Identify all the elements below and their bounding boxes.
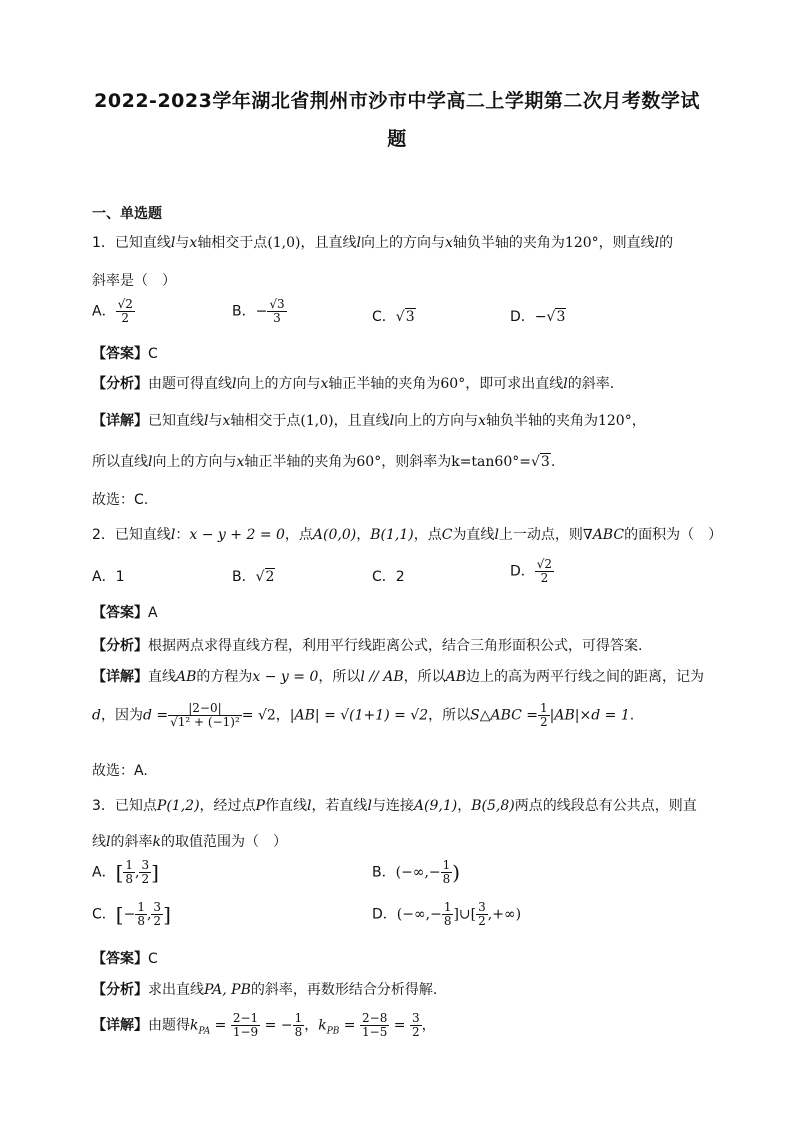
text: ，若直线 [311,798,368,814]
numerator: √3 [269,297,285,311]
fraction [442,901,454,928]
bracket: ] [163,902,171,927]
answer-tag: 【答案】 [92,951,148,967]
text: ，所以 [318,669,361,685]
numerator: 1 [442,858,451,872]
text: 向上的方向与 [361,235,445,251]
var: x [236,454,245,470]
denominator: 8 [294,1025,303,1039]
slope-var: k [190,1017,199,1034]
answer-value: C [148,346,158,362]
fraction [267,298,286,325]
text: ，所以 [428,707,471,724]
segment: AB [176,669,197,685]
sqrt: √2 [255,569,275,585]
var: x [222,413,231,429]
analysis-tag: 【分析】 [92,638,148,654]
denominator: 8 [137,914,145,928]
text: 的取值范围为（ ） [160,834,287,850]
fraction [535,558,554,585]
var: d [92,707,101,724]
var: l [356,235,361,251]
slope-var: k [318,1017,327,1034]
numerator: |2−0| [168,702,242,716]
subscript: PB [326,1026,340,1037]
point-a: A(9,1) [413,798,458,814]
text: 与 [208,413,223,429]
bracket: ] [151,860,159,885]
text: ， [304,1017,319,1034]
comma: , [135,864,140,881]
text: 轴负半轴的夹角为 [485,413,598,429]
segment: AB [445,669,467,685]
vars: PA, PB [204,982,251,998]
answer-value: C [148,951,158,967]
interval-start: (−∞,− [395,864,441,881]
text: ， [631,413,646,429]
half-fraction [538,702,550,729]
point-b: B(5,8) [471,798,515,814]
text: ，且直线 [300,235,357,251]
q3-option-d [372,901,521,928]
numerator: 1 [125,858,134,872]
q1-stem-line2: 斜率是（ ） [92,273,176,289]
radicand: 3 [405,309,415,325]
denominator: 2 [411,1025,420,1039]
q2-detail-line2 [92,702,734,729]
radicand: 1² + (−1)² [177,715,240,729]
q2-option-d [510,558,554,585]
numerator: 1 [540,701,548,715]
text: 作直线 [264,798,307,814]
angle: 120° [564,235,599,251]
q2-analysis [92,635,734,655]
text: ，点 [413,527,442,543]
title-line-1: 2022-2023学年湖北省荆州市沙市中学高二上学期第二次月考数学试 [94,90,700,112]
q1-analysis [92,373,734,393]
numerator: √2 [117,297,133,311]
detail-tag: 【详解】 [92,413,148,429]
q1-stem-line1 [92,232,734,252]
denominator: 2 [540,715,548,729]
q1-conclusion: 故选：C. [92,492,149,508]
text: 由题得 [148,1017,190,1034]
text: ， [275,707,290,724]
fraction [135,901,147,928]
text: 的斜率. [567,376,615,392]
q2-option-a: A．1 [92,569,125,585]
radicand: 3 [540,454,550,470]
text: 上一动点，则 [498,527,583,543]
q3-detail: 【详解】由题得$k_{PA}$ = $\frac{2-1}{1-9}$ = − $\frac{1}{8}$ ，$k_{PB}$ = $\frac{2-8}{1-5}$ = $\frac{3}{2}$ ， [92,1011,436,1039]
minus: − [123,906,136,923]
numerator: 1 [294,1011,303,1025]
analysis-tag: 【分析】 [92,982,148,998]
text: ，则斜率为 [381,454,452,470]
q3-option-c [92,901,171,928]
text: 为直线 [452,527,495,543]
q3-option-b [372,859,460,886]
text: . [629,707,635,724]
var: l [232,376,237,392]
var: l [563,376,568,392]
var: l [494,527,499,543]
fraction [293,1012,305,1039]
fraction [139,859,151,886]
var: x [478,413,486,429]
q2-answer [92,602,734,622]
denominator: 2 [540,571,549,585]
text: ， [421,1017,436,1034]
fraction [476,901,488,928]
radicand: 3 [556,309,566,325]
point: (1,0) [267,235,301,251]
point: (1,0) [300,413,334,429]
comma: , [146,906,152,923]
equation: x − y = 0 [252,669,319,685]
text: 所以直线 [92,454,148,470]
text: 的斜率 [110,834,153,850]
parallel: l // AB [360,669,404,685]
q1-answer [92,343,734,363]
answer-tag: 【答案】 [92,346,148,362]
option-label: D． [510,563,535,580]
text: ，则直线 [598,235,655,251]
point-c: C [441,527,453,543]
var: l [204,413,209,429]
radicand: 2 [265,569,275,585]
denominator: √1² + (−1)² [170,715,240,729]
title-line-2: 题 [387,128,407,150]
text: 轴相交于点 [197,235,268,251]
denominator: 3 [273,311,281,325]
var: l [654,235,660,251]
fraction [151,901,163,928]
section-heading: 一、单选题 [92,206,162,222]
text: ，且直线 [333,413,390,429]
var: x [320,376,329,392]
text: ， [457,798,472,814]
fraction [410,1012,422,1039]
option-label: B． [372,864,396,881]
q1-detail-line1 [92,410,734,430]
union: ]∪[ [453,906,477,923]
text: 1．已知直线 [92,235,171,251]
q3-answer [92,948,734,968]
numerator: 3 [153,900,162,914]
point-b: B(1,1) [370,527,414,543]
var: l [170,527,176,543]
length-ab: |AB| = √(1+1) = √2 [289,707,429,724]
text: 轴正半轴的夹角为 [244,454,357,470]
numerator: 3 [411,1011,420,1025]
option-label: D． [372,906,397,923]
sqrt: √3 [546,309,566,325]
answer-tag: 【答案】 [92,605,148,621]
point-a: A(0,0) [312,527,357,543]
denominator: 1−9 [232,1025,259,1039]
q1-option-a [92,298,135,325]
option-label: D．− [510,309,547,325]
text: 边上的高为两平行线之间的距离，记为 [466,669,705,685]
numerator: √2 [536,557,553,571]
numerator: 1 [137,900,145,914]
text: 的斜率，再数形结合分析得解. [250,982,438,998]
q2-detail-line1 [92,666,734,686]
text: 向上的方向与 [236,376,321,392]
numerator: 1 [443,900,452,914]
text: 与 [175,235,190,251]
text: ，因为 [100,707,143,724]
option-label: B．− [232,303,268,320]
distance-fraction [168,702,242,729]
dist-lhs: d = [142,707,169,724]
text: 与连接 [371,798,414,814]
q1-option-d [510,306,566,326]
interval-start: (−∞,− [396,906,442,923]
var: l [306,798,312,814]
q1-option-c [372,306,416,326]
sqrt: √3 [530,454,550,470]
text: 向上的方向与 [152,454,237,470]
q2-option-c: C．2 [372,569,405,585]
text: 向上的方向与 [394,413,479,429]
numerator: 3 [478,900,486,914]
option-label: C． [92,906,116,923]
text: ， [356,527,371,543]
var: l [170,235,176,251]
analysis-tag: 【分析】 [92,376,148,392]
detail-tag: 【详解】 [92,669,148,685]
q1-detail-line2 [92,451,734,471]
numerator: 3 [141,858,150,872]
option-label: B． [232,569,256,585]
q2-stem [92,524,734,544]
var: l [389,413,395,429]
text: 2．已知直线 [92,527,171,543]
text: 的 [659,235,674,251]
denominator: 8 [442,872,451,886]
var: l [106,834,111,850]
slope-expr: k=tan60°= [451,454,531,470]
answer-value: A [148,605,158,621]
denominator: 2 [153,914,162,928]
result: = √2 [241,707,276,724]
fraction [360,1012,389,1039]
q3-analysis [92,979,734,999]
denominator: 8 [125,872,134,886]
text: ，所以 [403,669,446,685]
text: ，即可求出直线 [465,376,564,392]
text: 直线 [148,669,176,685]
text: 由题可得直线 [148,376,232,392]
fraction [231,1012,260,1039]
text: 的方程为 [196,669,253,685]
area-lhs: S△ABC = [470,707,539,724]
point-p: P(1,2) [156,798,200,814]
q3-option-a [92,859,159,886]
fraction [441,859,453,886]
bracket: [ [115,860,124,885]
fraction [123,859,135,886]
text: 轴相交于点 [230,413,301,429]
triangle: ∇ABC [582,527,625,543]
angle: 60° [356,454,382,470]
text: 的面积为（ ） [624,527,723,543]
sqrt: √3 [395,309,415,325]
text: 轴负半轴的夹角为 [452,235,565,251]
text: 3．已知点 [92,798,157,814]
q3-stem-line1 [92,795,734,815]
bracket: ) [452,860,461,885]
text: 线 [92,834,106,850]
option-label: C． [372,309,396,325]
option-label: A． [92,303,116,320]
q1-option-b [232,298,287,325]
bracket: [ [115,902,124,927]
numerator: 2−8 [362,1011,388,1025]
var: k [152,834,161,850]
var: x [445,235,453,251]
denominator: 1−5 [362,1025,388,1039]
text: ，点 [284,527,313,543]
q2-option-b [232,566,275,586]
var: x [189,235,198,251]
q3-stem-line2 [92,831,734,851]
var: l [148,454,153,470]
angle: 120° [597,413,632,429]
fraction [116,298,135,325]
subscript: PA [198,1026,211,1037]
angle: 60° [440,376,466,392]
denominator: 2 [121,311,130,325]
equation: x − y + 2 = 0 [189,527,285,543]
detail-tag: 【详解】 [92,1017,148,1034]
var: l [367,798,372,814]
text: 求出直线 [148,982,204,998]
text: 根据两点求得直线方程，利用平行线距离公式，结合三角形面积公式，可得答案. [148,638,643,654]
denominator: 2 [478,914,486,928]
text: . [550,454,556,470]
interval-end: ,+∞) [487,906,522,923]
text: 已知直线 [148,413,204,429]
text: 轴正半轴的夹角为 [328,376,441,392]
text: ： [175,527,190,543]
denominator: 2 [141,872,150,886]
option-label: A． [92,864,116,881]
denominator: 8 [443,914,452,928]
q2-conclusion: 故选：A. [92,763,148,779]
numerator: 2−1 [232,1011,259,1025]
text: 两点的线段总有公共点，则直 [514,798,697,814]
area-rest: |AB|×d = 1 [549,707,630,724]
text: ，经过点 [199,798,256,814]
var: P [255,798,265,814]
